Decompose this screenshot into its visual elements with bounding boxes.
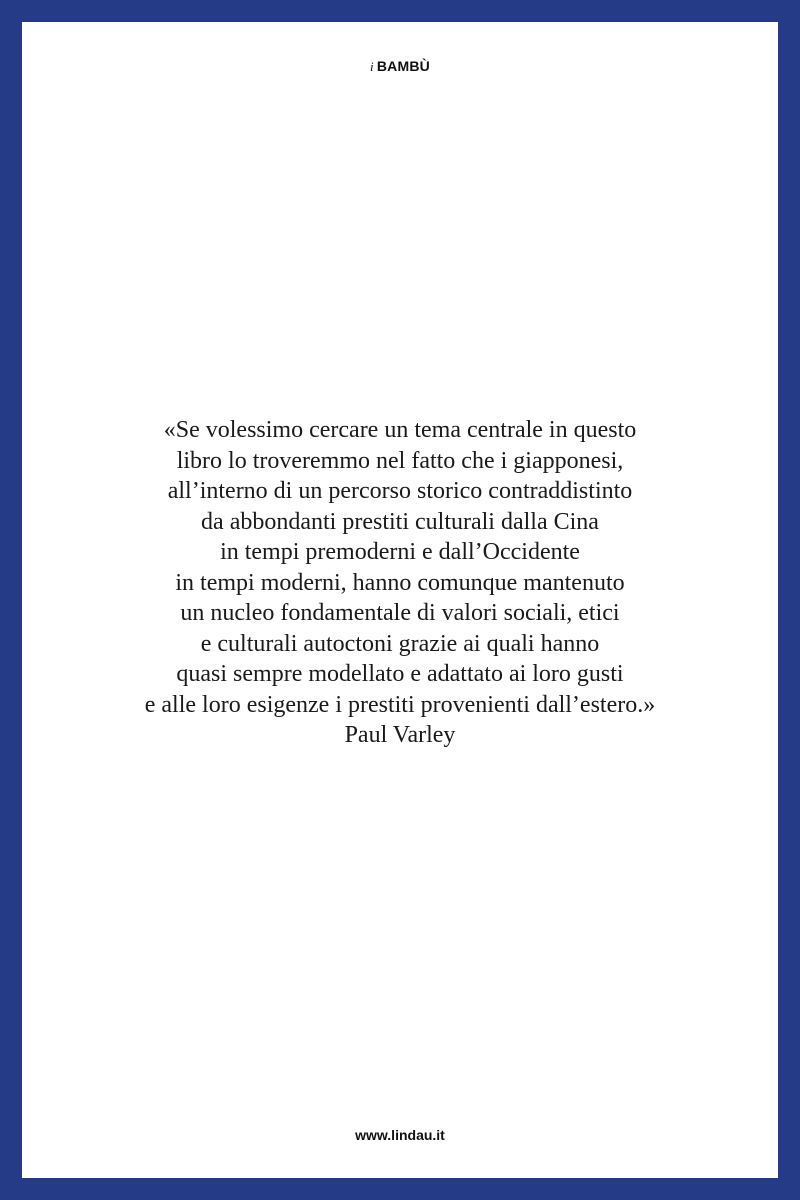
quote-line: all’interno di un percorso storico contraddistinto [167,478,633,504]
series-logo [22,58,778,75]
publisher-url: www.lindau.it [355,1127,445,1143]
quote-author: Paul Varley [344,722,456,748]
quote-line: da abbondanti prestiti culturali dalla Cina [201,508,599,535]
series-prefix: i [370,59,374,74]
quote-line: in tempi premoderni e dall’Occidente [220,539,580,565]
quote-line: e culturali autoctoni grazie ai quali hanno [200,630,600,657]
series-name: BAMBÙ [376,58,430,74]
quote-line: libro lo troveremmo nel fatto che i giapponesi, [176,447,624,474]
quote-line: in tempi moderni, hanno comunque mantenuto [175,569,625,596]
quote-line: un nucleo fondamentale di valori sociali, etici [180,600,620,626]
quote-line: «Se volessimo cercare un tema centrale in questo [163,417,637,443]
quote-line: e alle loro esigenze i prestiti provenienti dall’estero.» [144,691,656,718]
epigraph-quote [22,415,778,751]
quote-line: quasi sempre modellato e adattato ai loro gusti [176,661,624,687]
page-sheet [22,22,778,1178]
